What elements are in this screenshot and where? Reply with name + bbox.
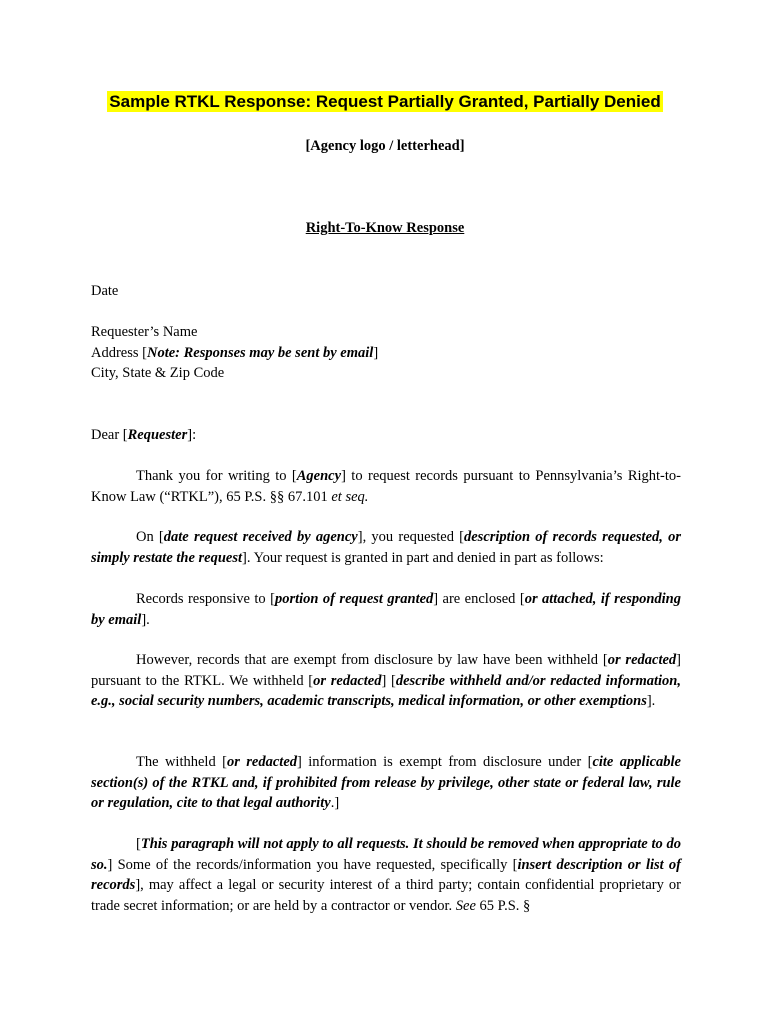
- paragraph-request-date: On [date request received by agency], you requested [description of records requested, or simply restate the request]. Your request is granted in part and denied in part as follows:: [91, 529, 681, 566]
- paragraph-exemption: The withheld [or redacted] information is exempt from disclosure under [cite applicable section(s) of the RTKL and, if prohibited from release by privilege, other state or federal law, rule or regulation, cite to that legal authority.]: [91, 754, 681, 811]
- paragraph-granted: Records responsive to [portion of request granted] are enclosed [or attached, if responding by email].: [91, 591, 681, 628]
- paragraph-withheld: However, records that are exempt from disclosure by law have been withheld [or redacted] pursuant to the RTKL. We withheld [or redacted] [describe withheld and/or redacted information, e.g., social security numbers, academic transcripts, medical information, or other exemptions].: [91, 652, 682, 709]
- paragraph-third-party: [This paragraph will not apply to all requests. It should be removed when appropriate to do so.] Some of the records/information you have requested, specifically [insert description or list of records], may affect a legal or security interest of a third party; contain confidential proprietary or trade secret information; or are held by a contractor or vendor. See 65 P.S. §: [91, 836, 681, 914]
- requester-name: Requester’s Name: [91, 324, 198, 340]
- city-line: City, State & Zip Code: [91, 365, 225, 381]
- letterhead-placeholder: [Agency logo / letterhead]: [305, 138, 465, 154]
- document-title: Sample RTKL Response: Request Partially Granted, Partially Denied: [109, 92, 661, 111]
- address-block: [91, 322, 681, 384]
- date-line: Date: [91, 283, 119, 299]
- paragraph-intro: Thank you for writing to [Agency] to request records pursuant to Pennsylvania’s Right-to-Know Law (“RTKL”), 65 P.S. §§ 67.101 et seq.: [91, 468, 681, 505]
- response-heading: Right-To-Know Response: [305, 220, 465, 236]
- address-line: Address [Note: Responses may be sent by email]: [91, 344, 379, 361]
- salutation: Dear [Requester]:: [91, 427, 197, 443]
